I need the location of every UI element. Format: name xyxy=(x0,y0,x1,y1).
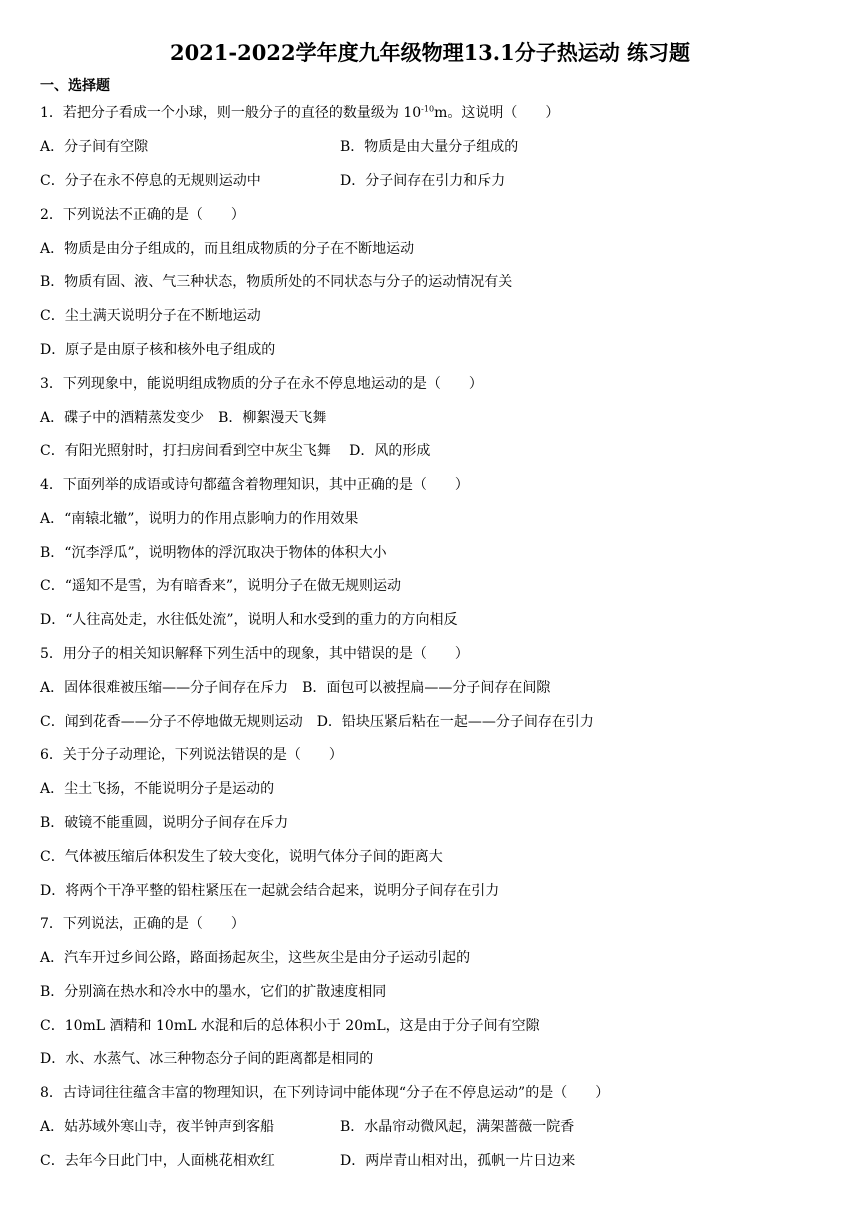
question-2-option-a: A．物质是由分子组成的，而且组成物质的分子在不断地运动 xyxy=(40,241,415,257)
question-2-option-c: C．尘土满天说明分子在不断地运动 xyxy=(40,308,261,324)
section-heading: 一、选择题 xyxy=(40,78,110,94)
question-3-options-cd: C．有阳光照射时，打扫房间看到空中灰尘飞舞 D．风的形成 xyxy=(40,443,431,459)
question-3-stem: 3．下列现象中，能说明组成物质的分子在永不停息地运动的是（ ） xyxy=(40,376,483,392)
question-1-stem xyxy=(40,104,559,122)
question-1-option-d: D．分子间存在引力和斥力 xyxy=(340,173,506,189)
question-4-option-b: B．“沉李浮瓜”，说明物体的浮沉取决于物体的体积大小 xyxy=(40,545,387,561)
question-7-option-d: D．水、水蒸气、冰三种物态分子间的距离都是相同的 xyxy=(40,1051,374,1067)
question-3-options-ab: A．碟子中的酒精蒸发变少 B．柳絮漫天飞舞 xyxy=(40,410,327,426)
question-4-option-d: D．“人往高处走，水往低处流”，说明人和水受到的重力的方向相反 xyxy=(40,612,458,628)
question-5-options-cd: C．闻到花香——分子不停地做无规则运动 D．铅块压紧后粘在一起——分子间存在引力 xyxy=(40,714,594,730)
question-4-option-a: A．“南辕北辙”，说明力的作用点影响力的作用效果 xyxy=(40,511,359,527)
question-6-option-b: B．破镜不能重圆，说明分子间存在斥力 xyxy=(40,815,289,831)
question-2-stem: 2．下列说法不正确的是（ ） xyxy=(40,207,245,223)
question-7-option-c: C．10mL 酒精和 10mL 水混和后的总体积小于 20mL，这是由于分子间有空隙 xyxy=(40,1018,540,1034)
question-1-stem-text: 1．若把分子看成一个小球，则一般分子的直径的数量级为 10 xyxy=(40,105,422,121)
question-6-option-a: A．尘土飞扬，不能说明分子是运动的 xyxy=(40,781,275,797)
page-title: 2021-2022学年度九年级物理13.1分子热运动 练习题 xyxy=(169,40,691,65)
question-8-option-a: A．姑苏域外寒山寺，夜半钟声到客船 xyxy=(40,1119,275,1135)
question-1-option-a: A．分子间有空隙 xyxy=(40,139,149,155)
question-2-option-d: D．原子是由原子核和核外电子组成的 xyxy=(40,342,276,358)
question-7-option-a: A．汽车开过乡间公路，路面扬起灰尘，这些灰尘是由分子运动引起的 xyxy=(40,950,471,966)
question-4-option-c: C．“遥知不是雪，为有暗香来”，说明分子在做无规则运动 xyxy=(40,578,402,594)
question-6-option-c: C．气体被压缩后体积发生了较大变化，说明气体分子间的距离大 xyxy=(40,849,443,865)
question-6-stem: 6．关于分子动理论，下列说法错误的是（ ） xyxy=(40,747,343,763)
question-6-option-d: D．将两个干净平整的铅柱紧压在一起就会结合起来，说明分子间存在引力 xyxy=(40,883,500,899)
question-8-stem: 8．古诗词往往蕴含丰富的物理知识，在下列诗词中能体现“分子在不停息运动”的是（ ） xyxy=(40,1085,610,1101)
question-8-option-c: C．去年今日此门中，人面桃花相欢红 xyxy=(40,1153,275,1169)
question-8-option-d: D．两岸青山相对出，孤帆一片日边来 xyxy=(340,1153,576,1169)
question-2-option-b: B．物质有固、液、气三种状态，物质所处的不同状态与分子的运动情况有关 xyxy=(40,274,513,290)
question-1-stem-end: m。这说明（ ） xyxy=(434,105,560,121)
exponent: -10 xyxy=(421,104,435,114)
question-7-stem: 7．下列说法，正确的是（ ） xyxy=(40,916,245,932)
question-8-option-b: B．水晶帘动微风起，满架蔷薇一院香 xyxy=(340,1119,575,1135)
question-1-option-b: B．物质是由大量分子组成的 xyxy=(340,139,519,155)
question-1-option-c: C．分子在永不停息的无规则运动中 xyxy=(40,173,261,189)
question-4-stem: 4．下面列举的成语或诗句都蕴含着物理知识，其中正确的是（ ） xyxy=(40,477,469,493)
question-5-stem: 5．用分子的相关知识解释下列生活中的现象，其中错误的是（ ） xyxy=(40,646,469,662)
question-5-options-ab: A．固体很难被压缩——分子间存在斥力 B．面包可以被捏扁——分子间存在间隙 xyxy=(40,680,551,696)
question-7-option-b: B．分别滴在热水和冷水中的墨水，它们的扩散速度相同 xyxy=(40,984,387,1000)
